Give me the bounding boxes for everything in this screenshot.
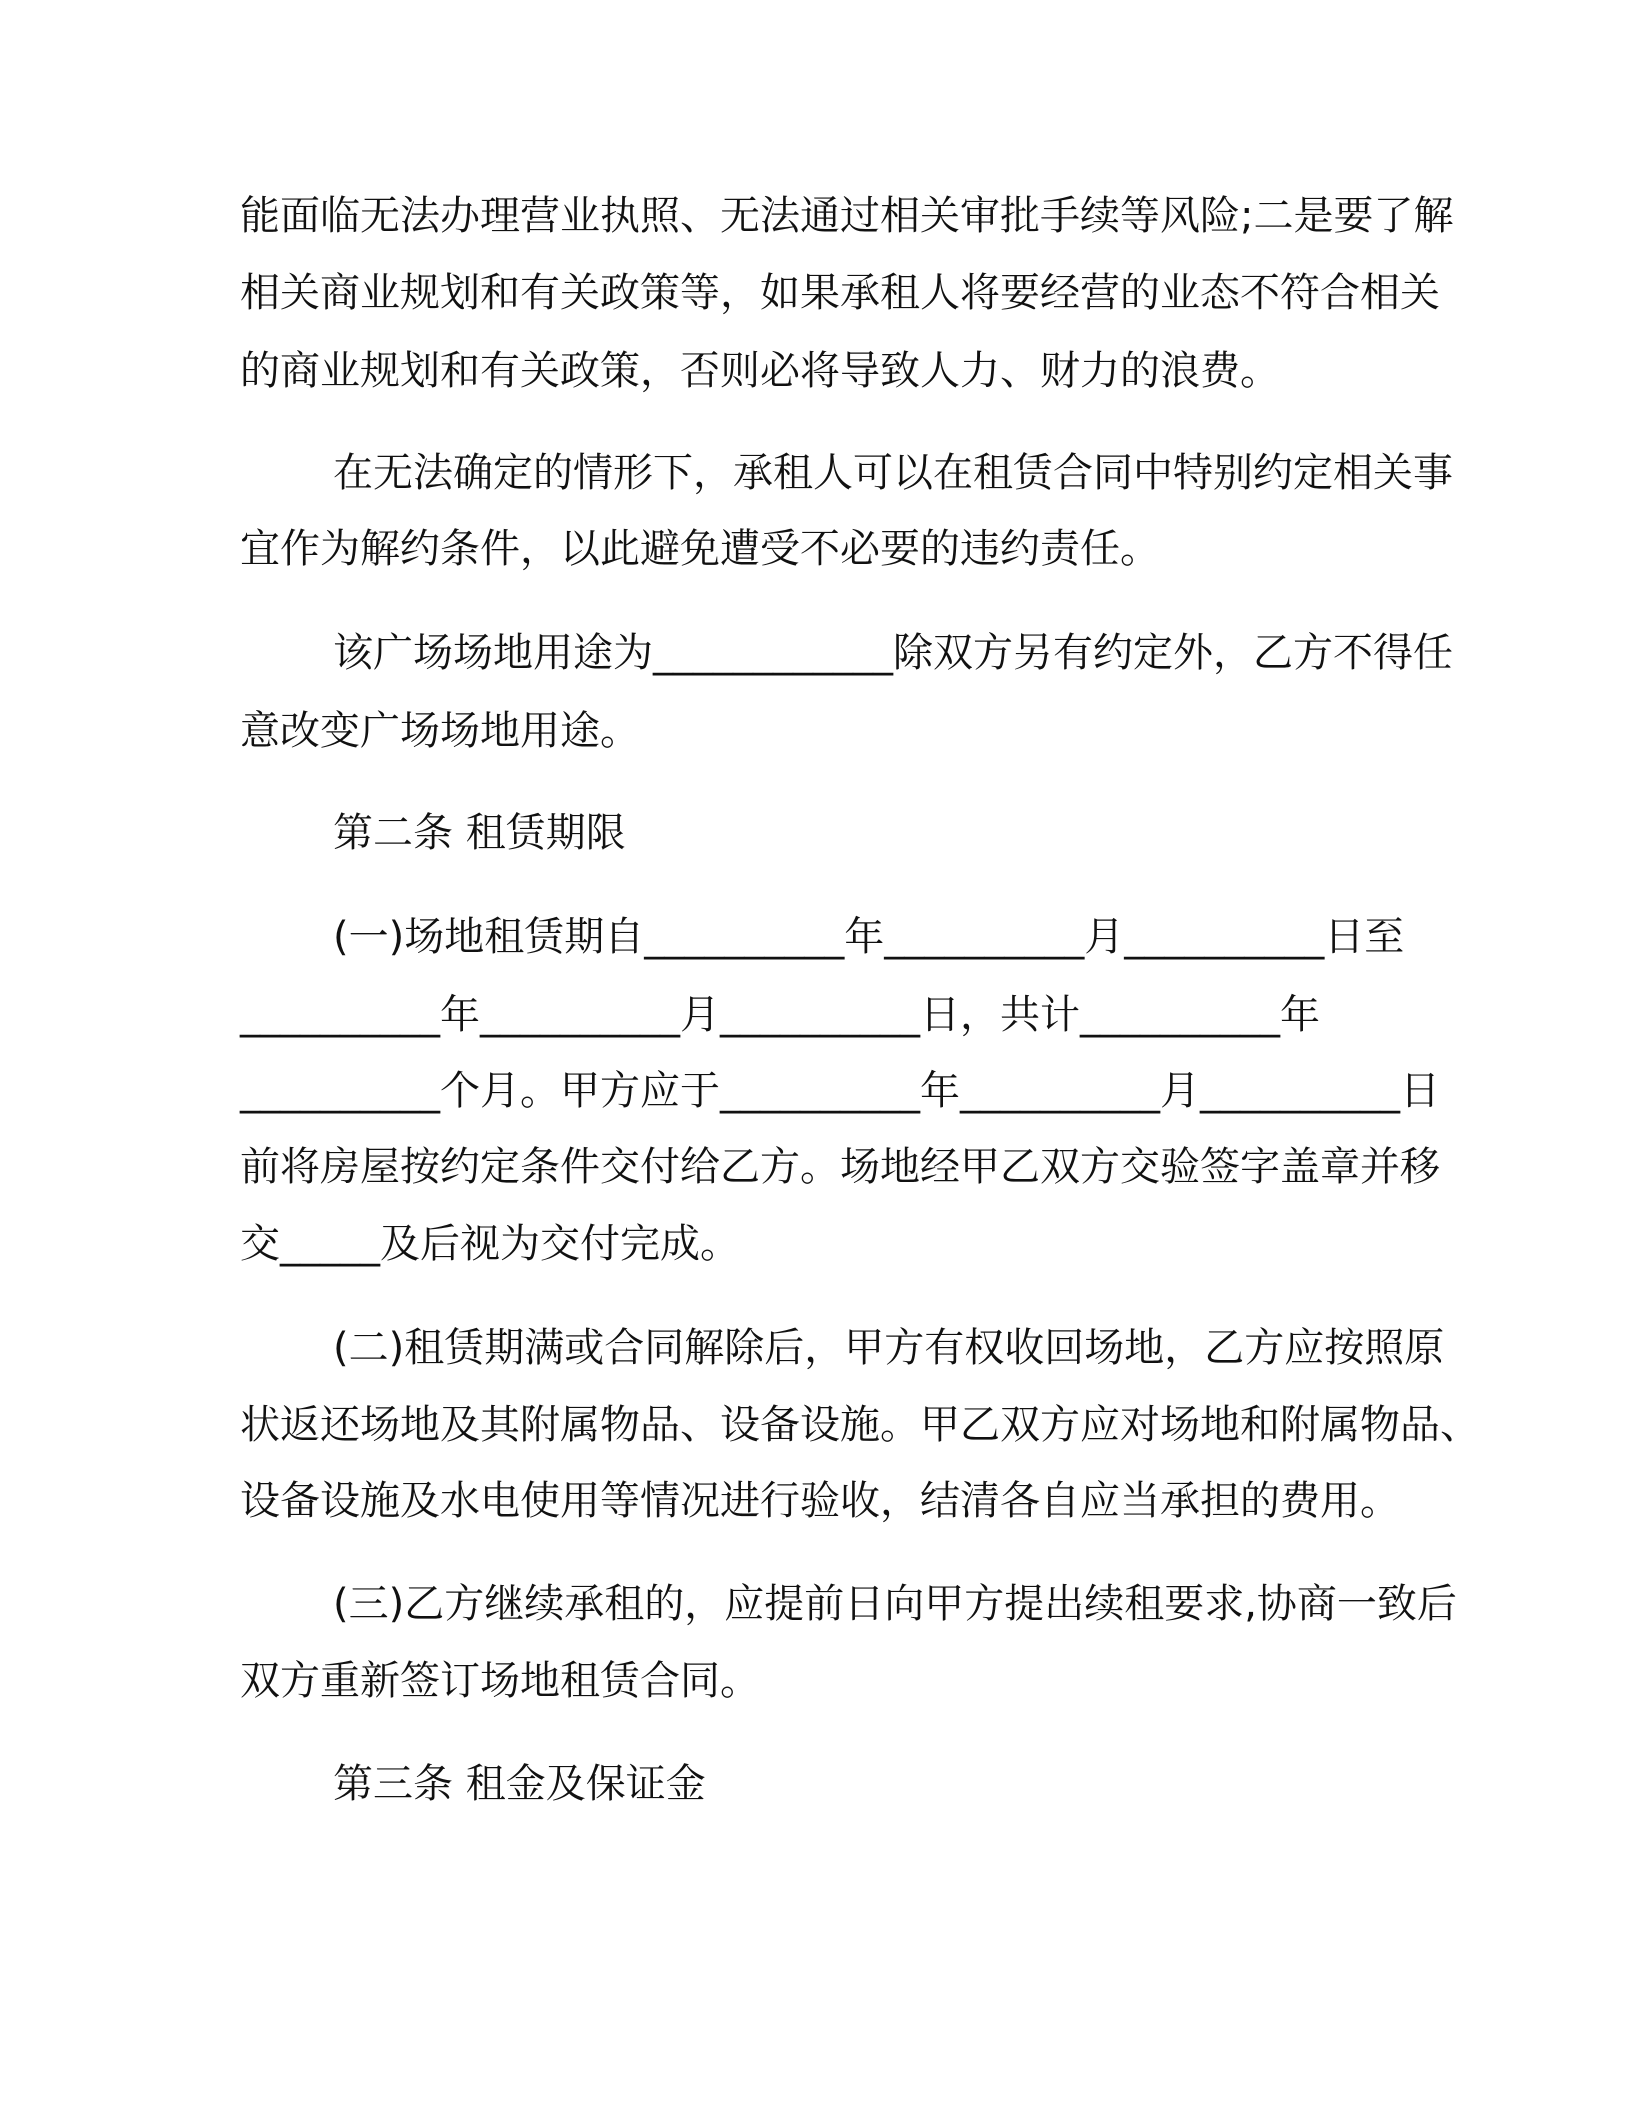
paragraph-line: __________年__________月__________日，共计__________年 bbox=[240, 992, 1320, 1038]
paragraph-line: 能面临无法办理营业执照、无法通过相关审批手续等风险;二是要了解 bbox=[240, 193, 1454, 239]
paragraph-line: 相关商业规划和有关政策等，如果承租人将要经营的业态不符合相关 bbox=[240, 270, 1440, 316]
paragraph-line: 宜作为解约条件，以此避免遭受不必要的违约责任。 bbox=[240, 526, 1160, 572]
paragraph-line: 交_____及后视为交付完成。 bbox=[240, 1221, 740, 1267]
paragraph-line: __________个月。甲方应于__________年__________月__________日 bbox=[240, 1068, 1440, 1114]
paragraph-line: 该广场场地用途为____________除双方另有约定外，乙方不得任 bbox=[333, 630, 1453, 676]
section-heading: 第三条 租金及保证金 bbox=[333, 1761, 706, 1807]
paragraph-line: (一)场地租赁期自__________年__________月__________日至 bbox=[333, 914, 1405, 960]
paragraph-line: 双方重新签订场地租赁合同。 bbox=[240, 1658, 760, 1704]
paragraph-line: (二)租赁期满或合同解除后，甲方有权收回场地，乙方应按照原 bbox=[333, 1325, 1445, 1371]
paragraph-line: 的商业规划和有关政策，否则必将导致人力、财力的浪费。 bbox=[240, 348, 1280, 394]
paragraph-line: (三)乙方继续承租的，应提前日向甲方提出续租要求,协商一致后 bbox=[333, 1581, 1457, 1627]
paragraph-line: 前将房屋按约定条件交付给乙方。场地经甲乙双方交验签字盖章并移 bbox=[240, 1144, 1440, 1190]
paragraph-line: 在无法确定的情形下，承租人可以在租赁合同中特别约定相关事 bbox=[333, 450, 1453, 496]
paragraph-line: 状返还场地及其附属物品、设备设施。甲乙双方应对场地和附属物品、 bbox=[240, 1402, 1480, 1448]
section-heading: 第二条 租赁期限 bbox=[333, 810, 626, 856]
paragraph-line: 设备设施及水电使用等情况进行验收，结清各自应当承担的费用。 bbox=[240, 1478, 1400, 1524]
paragraph-line: 意改变广场场地用途。 bbox=[240, 708, 640, 754]
